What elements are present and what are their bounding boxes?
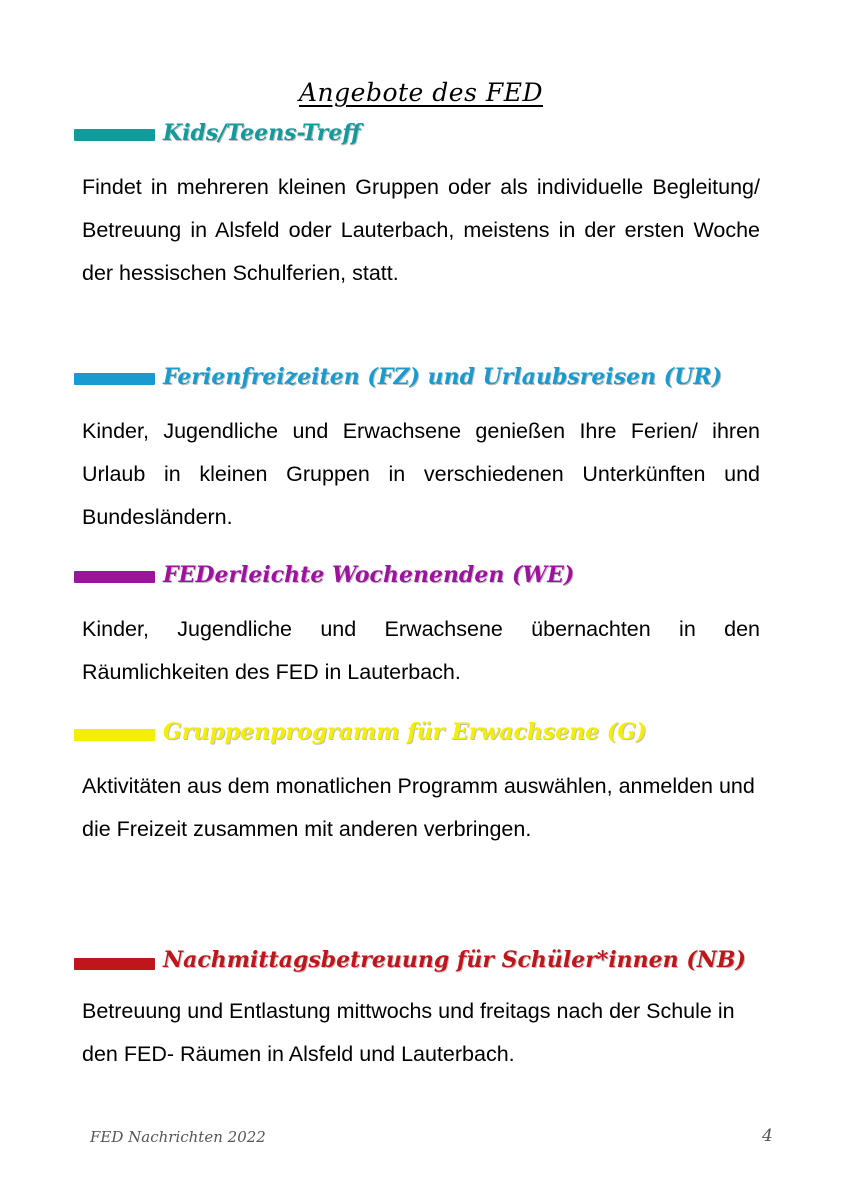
section-color-bar	[74, 129, 155, 141]
footer-publication: FED Nachrichten 2022	[90, 1128, 266, 1146]
section-body: Kinder, Jugendliche und Erwachsene übernachten in den Räumlichkeiten des FED in Lauterbach.	[82, 617, 760, 684]
page-number: 4	[762, 1126, 773, 1146]
section-heading: FEDerleichte Wochenenden (WE)	[163, 562, 575, 588]
section-color-bar	[74, 729, 155, 741]
section-color-bar	[74, 373, 155, 385]
section-heading: Ferienfreizeiten (FZ) und Urlaubsreisen (UR)	[163, 364, 723, 390]
section-body: Betreuung und Entlastung mittwochs und freitags nach der Schule in den FED- Räumen in Alsfeld und Lauterbach.	[82, 999, 735, 1066]
section-color-bar	[74, 958, 155, 970]
section-body: Findet in mehreren kleinen Gruppen oder als individuelle Begleitung/ Betreuung in Alsfeld oder Lauterbach, meistens in der ersten Woche der hessischen Schulferien, statt.	[82, 175, 760, 285]
section-color-bar	[74, 571, 155, 583]
page-title: Angebote des FED	[298, 78, 543, 107]
section-heading: Nachmittagsbetreuung für Schüler*innen (NB)	[163, 947, 746, 973]
section-heading: Kids/Teens-Treff	[163, 120, 361, 146]
section-heading: Gruppenprogramm für Erwachsene (G)	[163, 719, 647, 745]
section-body: Kinder, Jugendliche und Erwachsene genießen Ihre Ferien/ ihren Urlaub in kleinen Gruppen in verschiedenen Unterkünften und Bundesländern.	[82, 419, 760, 529]
section-body: Aktivitäten aus dem monatlichen Programm auswählen, anmelden und die Freizeit zusammen mit anderen verbringen.	[82, 774, 755, 841]
